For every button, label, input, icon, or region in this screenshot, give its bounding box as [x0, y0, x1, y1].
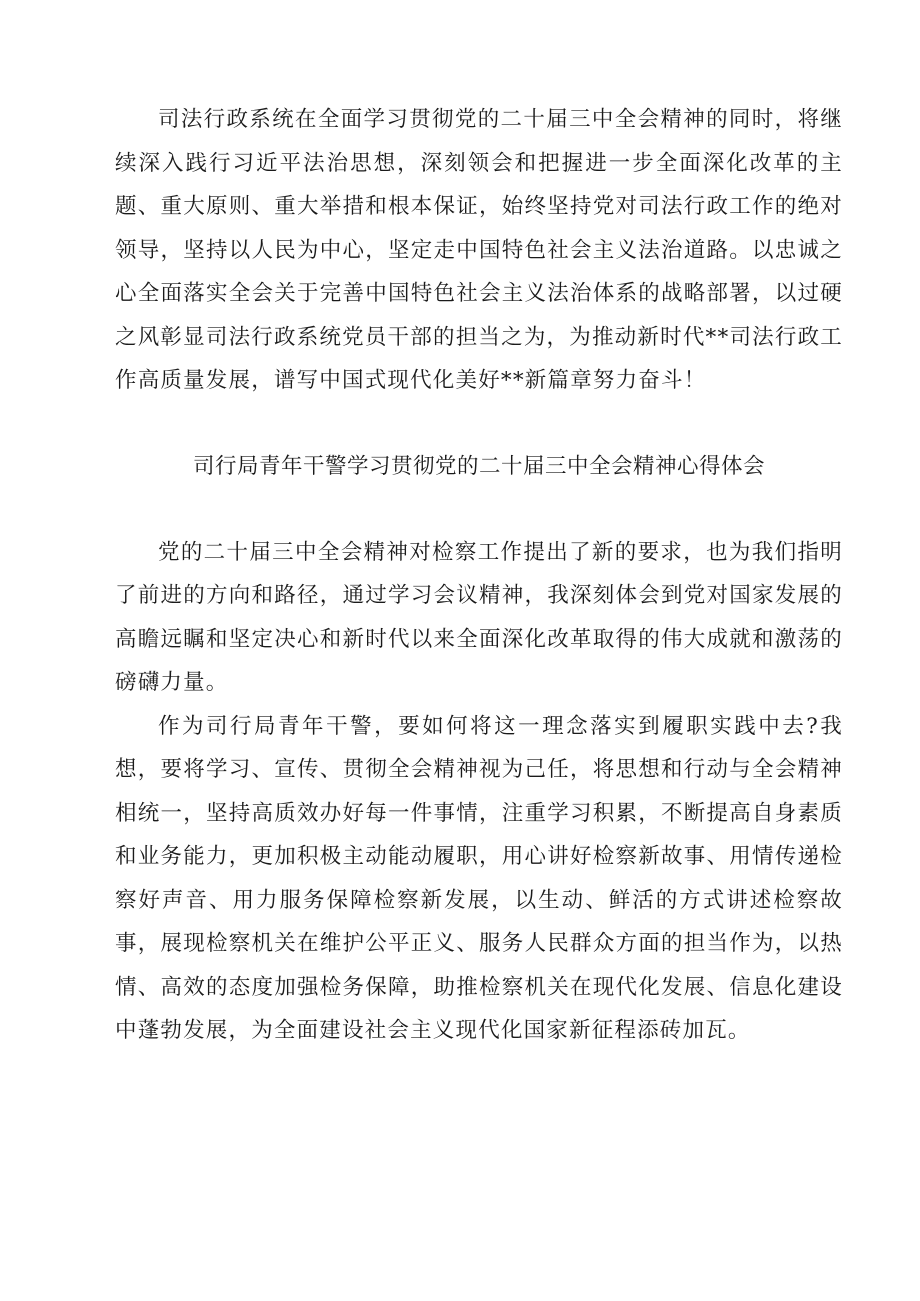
document-body [115, 98, 843, 1053]
section-heading: 司行局青年干警学习贯彻党的二十届三中全会精神心得体会 [192, 453, 765, 479]
paragraph-3: 作为司行局青年干警，要如何将这一理念落实到履职实践中去?我想，要将学习、宣传、贯彻全会精神视为己任，将思想和行动与全会精神相统一，坚持高质效办好每一件事情，注重学习积累，不断提高自身素质和业务能力，更加积极主动能动履职，用心讲好检察新故事、用情传递检察好声音、用力服务保障检察新发展，以生动、鲜活的方式讲述检察故事，展现检察机关在维护公平正义、服务人民群众方面的担当作为，以热情、高效的态度加强检务保障，助推检察机关在现代化发展、信息化建设中蓬勃发展，为全面建设社会主义现代化国家新征程添砖加瓦。 [115, 713, 843, 1043]
paragraph-1: 司法行政系统在全面学习贯彻党的二十届三中全会精神的同时，将继续深入践行习近平法治思想，深刻领会和把握进一步全面深化改革的主题、重大原则、重大举措和根本保证，始终坚持党对司法行政工作的绝对领导，坚持以人民为中心，坚定走中国特色社会主义法治道路。以忠诚之心全面落实全会关于完善中国特色社会主义法治体系的战略部署，以过硬之风彰显司法行政系统党员干部的担当之为，为推动新时代**司法行政工作高质量发展，谱写中国式现代化美好**新篇章努力奋斗！ [115, 107, 843, 393]
paragraph-2: 党的二十届三中全会精神对检察工作提出了新的要求，也为我们指明了前进的方向和路径，通过学习会议精神，我深刻体会到党对国家发展的高瞻远瞩和坚定决心和新时代以来全面深化改革取得的伟大成就和激荡的磅礴力量。 [115, 539, 843, 695]
